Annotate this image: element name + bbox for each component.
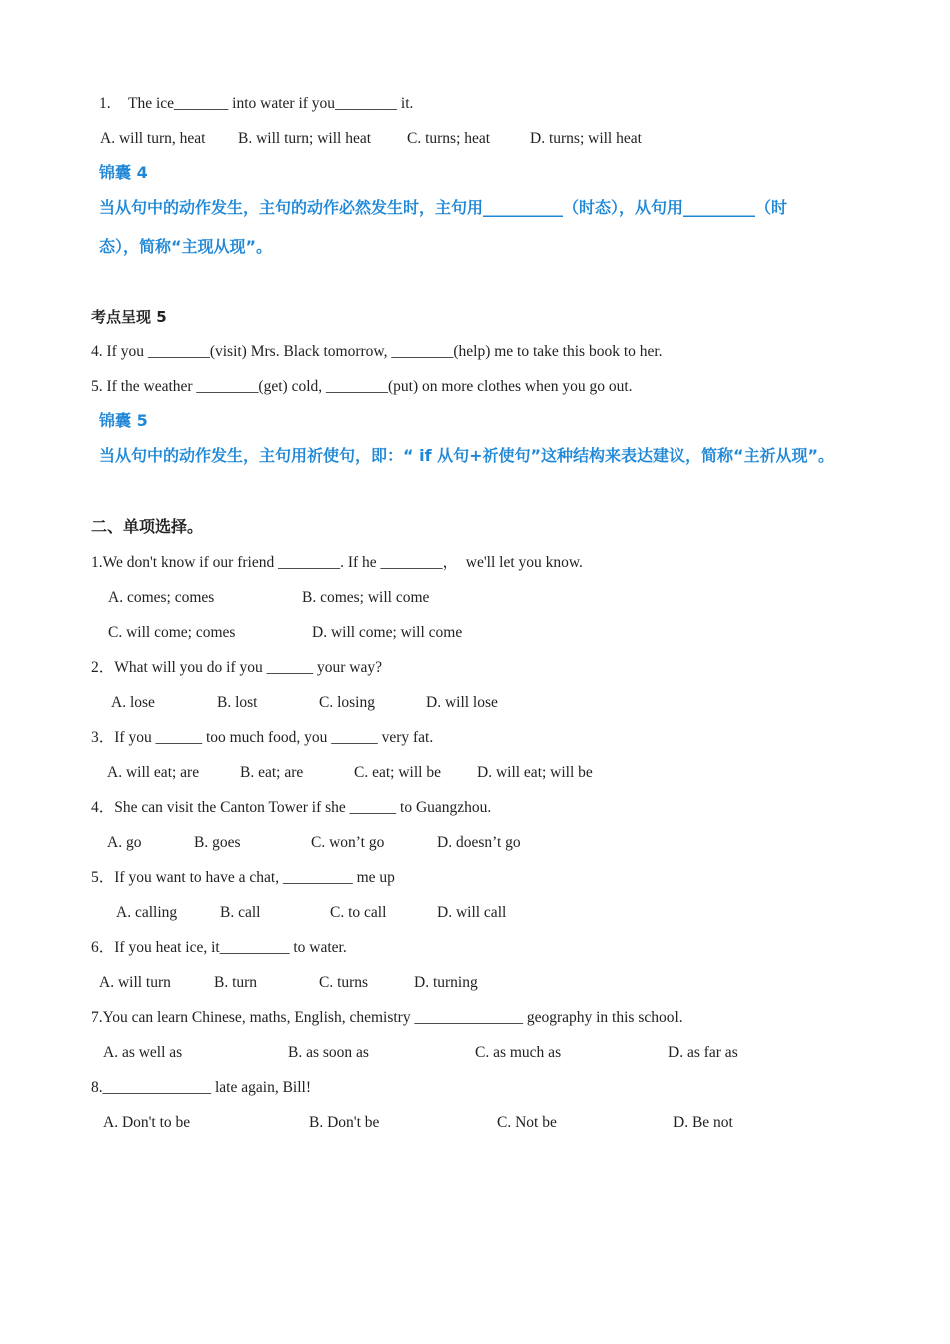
mc-q3-option-b: B. eat; are <box>240 764 304 781</box>
option-a: A. will turn, heat <box>100 130 206 147</box>
mc-q2-option-c: C. losing <box>319 694 375 711</box>
option-d: D. turns; will heat <box>530 130 642 147</box>
part-2-heading: 二、单项选择。 <box>91 517 204 536</box>
mc-q7-option-b: B. as soon as <box>288 1044 369 1061</box>
option-b: B. will turn; will heat <box>238 130 372 147</box>
mc-q7-option-a: A. as well as <box>103 1044 183 1061</box>
mc-q1-option-d: D. will come; will come <box>312 624 463 641</box>
mc-q1-option-c: C. will come; comes <box>108 624 236 641</box>
mc-q3-option-a: A. will eat; are <box>107 764 200 781</box>
mc-q2-option-d: D. will lose <box>426 694 498 711</box>
mc-question-2: 2．What will you do if you ______ your way? <box>91 659 383 676</box>
mc-question-3: 3．If you ______ too much food, you ______ very fat. <box>91 729 434 746</box>
point-5-heading: 考点呈现 5 <box>91 308 167 326</box>
mc-q8-option-c: C. Not be <box>497 1114 557 1131</box>
question-4: 4. If you ________(visit) Mrs. Black tomorrow, ________(help) me to take this book to her. <box>91 343 663 360</box>
mc-q4-option-a: A. go <box>107 834 142 851</box>
mc-question-1: 1.We don't know if our friend ________. If he ________， we'll let you know. <box>91 554 583 571</box>
mc-q7-option-c: C. as much as <box>475 1044 562 1061</box>
mc-question-5: 5．If you want to have a chat, _________ me up <box>91 869 395 886</box>
mc-q3-option-d: D. will eat; will be <box>477 764 593 781</box>
mc-q1-option-a: A. comes; comes <box>108 589 215 606</box>
mc-q8-option-a: A. Don't to be <box>103 1114 191 1131</box>
mc-q5-option-c: C. to call <box>330 904 387 921</box>
mc-q8-option-b: B. Don't be <box>309 1114 380 1131</box>
mc-q2-option-b: B. lost <box>217 694 258 711</box>
mc-question-7: 7.You can learn Chinese, maths, English, chemistry ______________ geography in this school. <box>91 1009 683 1026</box>
tip-4-line-2: 态），简称“主现从现”。 <box>99 237 273 256</box>
mc-q6-option-c: C. turns <box>319 974 369 991</box>
question-1-number: 1. <box>99 95 111 112</box>
tip-5-text: 当从句中的动作发生，主句用祈使句，即：“ if 从句+祈使句”这种结构来表达建议，简称“主祈从现”。 <box>99 446 835 465</box>
mc-question-6: 6．If you heat ice, it_________ to water. <box>91 939 347 956</box>
mc-q4-option-d: D. doesn’t go <box>437 834 521 851</box>
mc-q3-option-c: C. eat; will be <box>354 764 441 781</box>
mc-q4-option-c: C. won’t go <box>311 834 385 851</box>
question-5: 5. If the weather ________(get) cold, ________(put) on more clothes when you go out. <box>91 378 633 395</box>
mc-q7-option-d: D. as far as <box>668 1044 738 1061</box>
option-c: C. turns; heat <box>407 130 491 147</box>
mc-question-8: 8.______________ late again, Bill! <box>91 1079 311 1096</box>
mc-q6-option-b: B. turn <box>214 974 258 991</box>
mc-q5-option-d: D. will call <box>437 904 507 921</box>
mc-q4-option-b: B. goes <box>194 834 241 851</box>
mc-q8-option-d: D. Be not <box>673 1114 733 1131</box>
tip-5-title: 锦囊 5 <box>99 411 148 430</box>
mc-q6-option-a: A. will turn <box>99 974 171 991</box>
mc-q2-option-a: A. lose <box>111 694 155 711</box>
question-1-stem: The ice_______ into water if you________ it. <box>128 95 414 112</box>
mc-q5-option-a: A. calling <box>116 904 178 921</box>
mc-q6-option-d: D. turning <box>414 974 478 991</box>
mc-question-4: 4．She can visit the Canton Tower if she ______ to Guangzhou. <box>91 799 492 816</box>
mc-q5-option-b: B. call <box>220 904 261 921</box>
tip-4-title: 锦囊 4 <box>99 163 148 182</box>
tip-4-line-1: 当从句中的动作发生，主句的动作必然发生时，主句用__________（时态），从句用_________（时 <box>99 198 788 217</box>
mc-q1-option-b: B. comes; will come <box>302 589 430 606</box>
